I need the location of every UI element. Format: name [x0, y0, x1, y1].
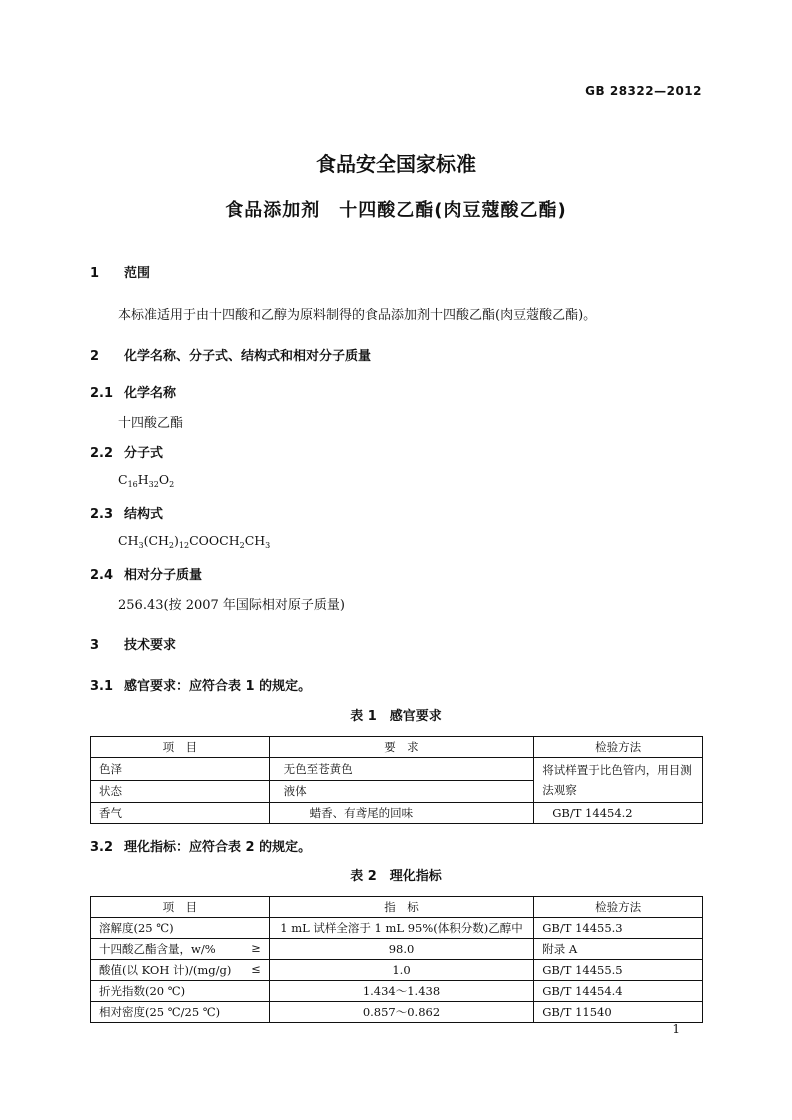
table-row: [91, 939, 703, 960]
table-row: [91, 981, 703, 1002]
section-title: 分子式: [124, 446, 164, 461]
section-title: 相对分子质量: [124, 568, 203, 583]
document-title: 食品安全国家标准: [316, 152, 476, 176]
table-2: [90, 896, 703, 1023]
molecular-formula: $C_{16}H_{32}O_2$: [118, 472, 175, 489]
table-1-caption: 表 1 感官要求: [350, 709, 442, 724]
section-3-1-heading: [90, 675, 311, 694]
item-cell: 状态: [91, 780, 270, 803]
section-title: 结构式: [124, 507, 164, 522]
table-1: [90, 736, 703, 824]
section-title: 技术要求: [124, 638, 177, 653]
table-row: [91, 1002, 703, 1023]
table-row: [91, 918, 703, 939]
table-row: [91, 960, 703, 981]
section-number: 3.1: [90, 679, 114, 694]
section-title: 化学名称: [124, 386, 177, 401]
structural-formula: $CH_3(CH_2)_{12}COOCH_2CH_3$: [118, 533, 271, 550]
section-number: 2: [90, 349, 100, 364]
table-row: [91, 758, 703, 781]
column-header: 项 目: [91, 897, 270, 918]
section-1-text: 本标准适用于由十四酸和乙醇为原料制得的食品添加剂十四酸乙酯(肉豆蔻酸乙酯)。: [118, 308, 597, 323]
method-cell: 附录 A: [534, 939, 703, 960]
section-title: 感官要求：应符合表 1 的规定。: [124, 679, 312, 694]
section-number: 2.1: [90, 386, 114, 401]
section-3-heading: [90, 634, 176, 653]
method-cell: GB/T 14454.2: [534, 803, 703, 824]
section-1-heading: [90, 262, 150, 281]
method-cell: GB/T 14455.3: [534, 918, 703, 939]
item-cell: 香气: [91, 803, 270, 824]
section-number: 1: [90, 266, 100, 281]
document-subtitle: 食品添加剂 十四酸乙酯(肉豆蔻酸乙酯): [225, 200, 567, 221]
requirement-cell: 无色至苍黄色: [269, 758, 534, 781]
comparison-symbol: ≥: [251, 941, 261, 955]
section-number: 2.4: [90, 568, 114, 583]
item-cell: 折光指数(20 ℃): [91, 981, 270, 1002]
molecular-mass: 256.43(按 2007 年国际相对原子质量): [118, 598, 345, 613]
standard-number: GB 28322—2012: [585, 84, 702, 98]
column-header: 检验方法: [534, 737, 703, 758]
requirement-cell: 蜡香、有鸢尾的回味: [269, 803, 534, 824]
table-row: [91, 803, 703, 824]
requirement-cell: 液体: [269, 780, 534, 803]
section-number: 3.2: [90, 840, 114, 855]
method-cell: GB/T 11540: [534, 1002, 703, 1023]
section-number: 3: [90, 638, 100, 653]
section-2-2-heading: [90, 442, 163, 461]
table-2-caption: 表 2 理化指标: [350, 869, 442, 884]
table-header-row: [91, 897, 703, 918]
item-cell: 相对密度(25 ℃/25 ℃): [91, 1002, 270, 1023]
section-title: 化学名称、分子式、结构式和相对分子质量: [124, 349, 372, 364]
value-cell: 1 mL 试样全溶于 1 mL 95%(体积分数)乙醇中: [269, 918, 533, 939]
value-cell: 1.0: [269, 960, 533, 981]
column-header: 检验方法: [534, 897, 703, 918]
item-cell: 酸值(以 KOH 计)/(mg/g) ≤: [91, 960, 270, 981]
chemical-name: 十四酸乙酯: [118, 416, 184, 431]
section-title: 范围: [124, 266, 151, 281]
method-cell: 将试样置于比色管内，用目测法观察: [534, 758, 703, 803]
section-number: 2.3: [90, 507, 114, 522]
item-cell: 色泽: [91, 758, 270, 781]
section-2-1-heading: [90, 382, 176, 401]
section-3-2-heading: [90, 836, 311, 855]
item-cell: 溶解度(25 ℃): [91, 918, 270, 939]
value-cell: 0.857～0.862: [269, 1002, 533, 1023]
section-2-4-heading: [90, 564, 202, 583]
method-cell: GB/T 14455.5: [534, 960, 703, 981]
item-cell: 十四酸乙酯含量，w/% ≥: [91, 939, 270, 960]
column-header: 要 求: [269, 737, 534, 758]
section-2-3-heading: [90, 503, 163, 522]
table-header-row: [91, 737, 703, 758]
page-number: 1: [672, 1022, 680, 1036]
comparison-symbol: ≤: [251, 962, 261, 976]
column-header: 项 目: [91, 737, 270, 758]
value-cell: 1.434～1.438: [269, 981, 533, 1002]
value-cell: 98.0: [269, 939, 533, 960]
section-title: 理化指标：应符合表 2 的规定。: [124, 840, 312, 855]
section-number: 2.2: [90, 446, 114, 461]
section-2-heading: [90, 345, 371, 364]
method-cell: GB/T 14454.4: [534, 981, 703, 1002]
column-header: 指 标: [269, 897, 533, 918]
